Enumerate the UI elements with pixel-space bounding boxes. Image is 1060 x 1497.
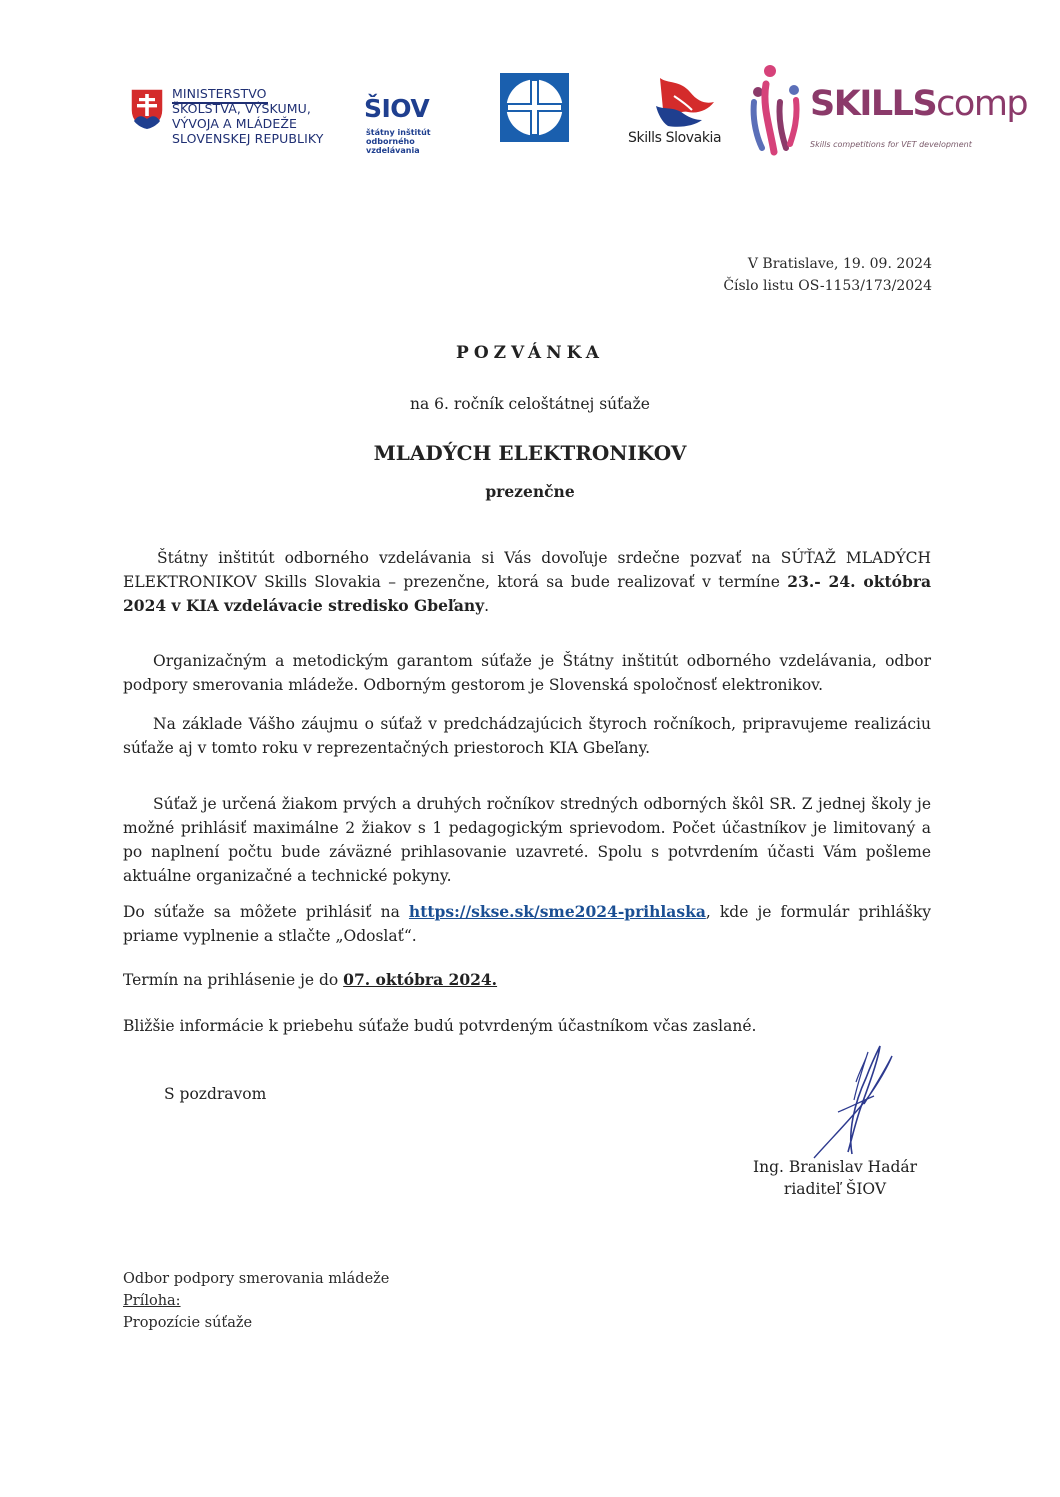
ministry-line: SLOVENSKEJ REPUBLIKY [172, 131, 324, 146]
attachment-label: Príloha: [123, 1293, 181, 1309]
ministry-line: MINISTERSTVO [172, 86, 267, 101]
skillscomp-tagline: Skills competitions for VET development [810, 140, 972, 149]
skillscomp-wordmark [810, 84, 1027, 124]
siov-subtitle [366, 128, 431, 155]
text-run: Do súťaže sa môžete prihlásiť na [123, 903, 409, 921]
siov-sub-line: štátny inštitút [366, 128, 431, 137]
siov-logo [364, 94, 448, 158]
reference-number: Číslo listu OS-1153/173/2024 [723, 278, 932, 294]
skillscomp-figures-icon [750, 62, 808, 156]
skillscomp-rest: comp [936, 84, 1028, 124]
skills-slovakia-logo [626, 76, 722, 152]
competition-heading: MLADÝCH ELEKTRONIKOV [373, 441, 687, 465]
siov-sub-line: odborného [366, 137, 415, 146]
ministry-logo [130, 86, 350, 156]
signer-role: riaditeľ ŠIOV [783, 1180, 887, 1198]
ministry-name [172, 86, 323, 146]
paragraph-eligibility: Súťaž je určená žiakom prvých a druhých ročníkov stredných odborných škôl SR. Z jednej školy je možné prihlásiť maximálne 2 žiakov s 1 pedagogickým sprievodom. Počet účastníkov je limitovaný a po naplnení počtu bude záväzné prihlasovanie uzavreté. Spolu s potvrdením účasti Vám pošleme aktuálne organizačné a technické pokyny. [123, 795, 931, 885]
text-run: Štátny inštitút odborného vzdelávania si Vás dovoľuje srdečne pozvať na SÚŤAŽ MLADÝCH ELEKTRONIKOV Skills Slovakia – prezenčne, ktorá sa bude realizovať v termíne [123, 549, 931, 591]
paragraph-deadline [123, 968, 931, 992]
event-date-venue: 23.- 24. októbra 2024 v KIA vzdelávacie stredisko Gbeľany [123, 572, 932, 615]
skillscomp-logo [750, 62, 1028, 156]
letter-subtitle: na 6. ročník celoštátnej súťaže [410, 395, 650, 413]
paragraph-info: Bližšie informácie k priebehu súťaže budú potvrdeným účastníkom včas zaslané. [123, 1017, 757, 1035]
text-run: . [484, 597, 490, 615]
deadline-date: 07. októbra 2024. [343, 970, 498, 989]
skills-slovakia-label: Skills Slovakia [628, 130, 722, 146]
text-run: Termín na prihlásenie je do [123, 971, 344, 989]
greeting: S pozdravom [164, 1085, 267, 1103]
place-date: V Bratislave, 19. 09. 2024 [747, 256, 932, 272]
siov-name: ŠIOV [364, 94, 430, 123]
signer-name: Ing. Branislav Hadár [752, 1158, 918, 1176]
paragraph-organizer: Organizačným a metodickým garantom súťaže je Štátny inštitút odborného vzdelávania, odbor podpory smerovania mládeže. Odborným gestorom je Slovenská spoločnosť elektronikov. [123, 652, 931, 694]
text-run: , kde je formulár prihlášky priame vyplnenie a stlačte „Odoslať“. [123, 903, 931, 945]
slovak-coat-of-arms-icon [130, 88, 164, 130]
signer-block [740, 1156, 930, 1200]
skillscomp-bold: SKILLS [810, 84, 937, 124]
attachment-item: Propozície súťaže [123, 1315, 253, 1331]
siov-sub-line: vzdelávania [366, 146, 420, 155]
department: Odbor podpory smerovania mládeže [123, 1271, 390, 1287]
ministry-line: ŠKOLSTVA, VÝSKUMU, [172, 101, 311, 116]
paragraph-invitation [123, 546, 931, 618]
skills-slovakia-flag-icon [654, 76, 716, 130]
letter-title: POZVÁNKA [456, 343, 604, 363]
emblem-logo-icon [500, 73, 569, 142]
letter-footer [123, 1268, 389, 1334]
paragraph-venue: Na základe Vášho záujmu o súťaž v predchádzajúcich štyroch ročníkoch, pripravujeme realizáciu súťaže aj v tomto roku v reprezentačných priestoroch KIA Gbeľany. [123, 715, 931, 757]
ministry-line: VÝVOJA A MLÁDEŽE [172, 116, 298, 131]
registration-link[interactable]: https://skse.sk/sme2024-prihlaska [408, 902, 706, 921]
paragraph-registration [123, 900, 931, 948]
letter-meta [723, 253, 932, 297]
competition-mode: prezenčne [485, 482, 575, 501]
handwritten-signature-icon [808, 1042, 896, 1160]
